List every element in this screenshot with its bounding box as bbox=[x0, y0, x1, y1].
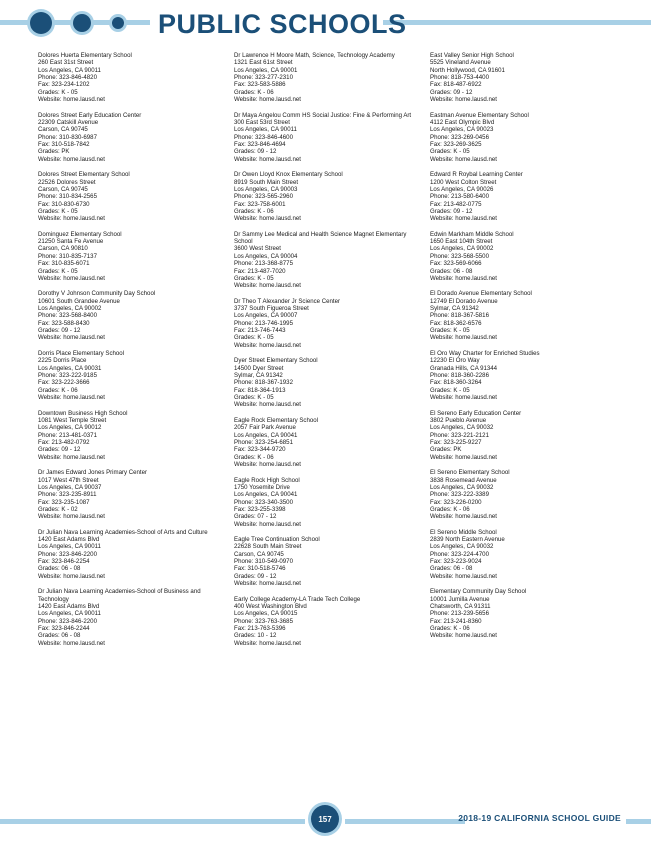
school-grades: Grades: PK bbox=[38, 148, 70, 156]
school-city: Los Angeles, CA 90012 bbox=[38, 424, 102, 432]
school-phone: Phone: 818-367-1932 bbox=[234, 379, 293, 387]
school-city: Chatsworth, CA 91311 bbox=[430, 603, 491, 611]
school-phone: Phone: 310-830-6987 bbox=[38, 133, 97, 141]
school-entry bbox=[430, 410, 620, 461]
school-entry bbox=[430, 52, 620, 103]
school-city: Los Angeles, CA 90011 bbox=[38, 543, 101, 551]
school-name: Dr Owen Lloyd Knox Elementary School bbox=[234, 171, 343, 179]
school-address: 1650 East 104th Street bbox=[430, 238, 493, 246]
school-entry bbox=[38, 52, 228, 103]
school-website[interactable]: Website: home.lausd.net bbox=[234, 580, 301, 588]
school-entry bbox=[430, 350, 620, 401]
footer-rule-end bbox=[626, 819, 651, 824]
school-address: 22309 Catskill Avenue bbox=[38, 118, 99, 126]
school-address: 3737 South Figueroa Street bbox=[234, 305, 309, 313]
school-website[interactable]: Website: home.lausd.net bbox=[234, 520, 301, 528]
school-phone: Phone: 323-568-5500 bbox=[430, 252, 489, 260]
school-grades: Grades: 10 - 12 bbox=[234, 632, 277, 640]
school-name: Eastman Avenue Elementary School bbox=[430, 111, 529, 119]
school-entry bbox=[38, 588, 228, 647]
school-city: Los Angeles, CA 90023 bbox=[430, 126, 494, 134]
school-phone: Phone: 323-763-3685 bbox=[234, 617, 293, 625]
school-fax: Fax: 323-223-9024 bbox=[430, 558, 482, 566]
school-name: Eagle Rock Elementary School bbox=[234, 416, 319, 424]
school-name: Dr Sammy Lee Medical and Health Science Magnet Elementary School bbox=[234, 230, 407, 246]
school-name: Edward R Roybal Learning Center bbox=[430, 171, 523, 179]
school-phone: Phone: 323-846-2200 bbox=[38, 617, 97, 625]
school-address: 1750 Yosemite Drive bbox=[234, 483, 290, 491]
school-address: 4112 East Olympic Blvd bbox=[430, 118, 495, 126]
school-name: El Sereno Early Education Center bbox=[430, 409, 522, 417]
listing-column-1 bbox=[38, 52, 228, 655]
school-name: Edwin Markham Middle School bbox=[430, 230, 514, 238]
school-phone: Phone: 213-239-5656 bbox=[430, 610, 489, 618]
school-fax: Fax: 213-763-5396 bbox=[234, 625, 286, 633]
school-name: Dyer Street Elementary School bbox=[234, 357, 318, 365]
school-website[interactable]: Website: home.lausd.net bbox=[38, 453, 105, 461]
school-fax: Fax: 323-846-4694 bbox=[234, 140, 286, 148]
school-address: 10001 Jumilla Avenue bbox=[430, 595, 490, 603]
school-phone: Phone: 310-834-2565 bbox=[38, 193, 97, 201]
school-fax: Fax: 323-846-2244 bbox=[38, 625, 90, 633]
school-grades: Grades: K - 05 bbox=[234, 334, 274, 342]
school-name: Dr Lawrence H Moore Math, Science, Technology Academy bbox=[234, 52, 395, 59]
school-entry bbox=[234, 477, 424, 528]
school-phone: Phone: 818-367-5816 bbox=[430, 312, 489, 320]
school-address: 1200 West Colton Street bbox=[430, 178, 497, 186]
school-name: Downtown Business High School bbox=[38, 409, 128, 417]
school-fax: Fax: 323-225-9227 bbox=[430, 438, 482, 446]
school-entry bbox=[234, 171, 424, 222]
school-address: 3802 Pueblo Avenue bbox=[430, 416, 487, 424]
school-name: Elementary Community Day School bbox=[430, 588, 527, 596]
school-name: Early College Academy-LA Trade Tech College bbox=[234, 595, 361, 603]
school-website[interactable]: Website: home.lausd.net bbox=[430, 215, 497, 223]
school-grades: Grades: 09 - 12 bbox=[234, 148, 277, 156]
school-phone: Phone: 213-481-0371 bbox=[38, 431, 97, 439]
school-grades: Grades: K - 05 bbox=[234, 394, 274, 402]
school-phone: Phone: 213-368-8775 bbox=[234, 260, 293, 268]
page-title: PUBLIC SCHOOLS bbox=[158, 9, 407, 39]
school-website[interactable]: Website: home.lausd.net bbox=[430, 394, 497, 402]
school-phone: Phone: 213-580-6400 bbox=[430, 193, 489, 201]
school-name: Dorris Place Elementary School bbox=[38, 349, 125, 357]
school-phone: Phone: 323-224-4700 bbox=[430, 550, 489, 558]
school-address: 12230 El Oro Way bbox=[430, 357, 480, 365]
school-website[interactable]: Website: home.lausd.net bbox=[430, 513, 497, 521]
header-dot-small bbox=[112, 17, 124, 29]
school-grades: Grades: K - 05 bbox=[38, 267, 78, 275]
school-address: 1321 East 61st Street bbox=[234, 59, 293, 67]
school-phone: Phone: 323-222-9185 bbox=[38, 372, 97, 379]
school-name: Dr Theo T Alexander Jr Science Center bbox=[234, 297, 341, 305]
guide-title: 2018-19 CALIFORNIA SCHOOL GUIDE bbox=[458, 813, 621, 823]
school-city: Los Angeles, CA 90031 bbox=[38, 364, 102, 372]
school-grades: Grades: K - 05 bbox=[38, 207, 78, 215]
school-website[interactable]: Website: home.lausd.net bbox=[38, 572, 105, 580]
school-website[interactable]: Website: home.lausd.net bbox=[430, 572, 497, 580]
school-grades: Grades: K - 05 bbox=[234, 274, 274, 282]
school-city: Los Angeles, CA 90002 bbox=[430, 245, 494, 253]
school-fax: Fax: 323-583-5886 bbox=[234, 81, 286, 89]
school-fax: Fax: 323-255-3398 bbox=[234, 505, 286, 513]
school-name: Dominguez Elementary School bbox=[38, 230, 122, 238]
school-name: Eagle Tree Continuation School bbox=[234, 536, 320, 544]
school-grades: Grades: K - 02 bbox=[38, 505, 78, 513]
school-city: Los Angeles, CA 90011 bbox=[234, 126, 297, 134]
school-website[interactable]: Website: home.lausd.net bbox=[38, 155, 105, 163]
school-entry bbox=[234, 596, 424, 647]
school-entry bbox=[234, 231, 424, 290]
school-fax: Fax: 323-235-1087 bbox=[38, 498, 90, 506]
school-entry bbox=[430, 529, 620, 580]
school-website[interactable]: Website: home.lausd.net bbox=[234, 282, 301, 290]
school-website[interactable]: Website: home.lausd.net bbox=[38, 513, 105, 521]
school-address: 1081 West Temple Street bbox=[38, 416, 107, 424]
school-grades: Grades: 09 - 12 bbox=[38, 446, 81, 454]
school-grades: Grades: 09 - 12 bbox=[430, 207, 473, 215]
school-phone: Phone: 213-746-1995 bbox=[234, 319, 293, 327]
school-entry bbox=[38, 231, 228, 282]
school-fax: Fax: 323-588-8430 bbox=[38, 319, 90, 327]
school-website[interactable]: Website: home.lausd.net bbox=[430, 274, 497, 282]
school-grades: Grades: K - 06 bbox=[234, 88, 274, 96]
school-fax: Fax: 323-758-6001 bbox=[234, 200, 286, 208]
school-phone: Phone: 323-565-2960 bbox=[234, 193, 293, 201]
school-website[interactable]: Website: home.lausd.net bbox=[38, 96, 105, 104]
school-grades: Grades: 06 - 08 bbox=[38, 565, 81, 573]
school-entry bbox=[430, 231, 620, 282]
school-fax: Fax: 323-846-2254 bbox=[38, 558, 90, 566]
school-website[interactable]: Website: home.lausd.net bbox=[38, 215, 105, 223]
school-address: 10601 South Grandee Avenue bbox=[38, 297, 120, 305]
school-grades: Grades: K - 06 bbox=[38, 386, 78, 394]
school-entry bbox=[234, 112, 424, 163]
school-phone: Phone: 818-360-2286 bbox=[430, 372, 489, 379]
school-city: Los Angeles, CA 90015 bbox=[234, 610, 298, 618]
school-name: Dolores Huerta Elementary School bbox=[38, 52, 132, 59]
school-address: 1420 East Adams Blvd bbox=[38, 603, 100, 611]
school-grades: Grades: 09 - 12 bbox=[430, 88, 473, 96]
school-city: Los Angeles, CA 90037 bbox=[38, 483, 102, 491]
school-grades: Grades: 09 - 12 bbox=[234, 572, 277, 580]
school-address: 3838 Rosemead Avenue bbox=[430, 476, 497, 484]
school-address: 12749 El Dorado Avenue bbox=[430, 297, 498, 305]
school-website[interactable]: Website: home.lausd.net bbox=[38, 274, 105, 282]
page-number-badge: 157 bbox=[311, 805, 339, 833]
school-address: 22526 Dolores Street bbox=[38, 178, 96, 186]
school-entry bbox=[38, 529, 228, 580]
school-entry bbox=[38, 350, 228, 401]
school-fax: Fax: 213-487-7020 bbox=[234, 267, 286, 275]
school-phone: Phone: 323-277-2310 bbox=[234, 74, 293, 82]
school-address: 2057 Fair Park Avenue bbox=[234, 424, 296, 432]
school-fax: Fax: 323-234-1202 bbox=[38, 81, 90, 89]
school-city: Los Angeles, CA 90032 bbox=[430, 424, 494, 432]
school-grades: Grades: K - 06 bbox=[234, 207, 274, 215]
school-grades: Grades: K - 05 bbox=[430, 386, 470, 394]
school-name: East Valley Senior High School bbox=[430, 52, 514, 59]
school-city: Los Angeles, CA 90032 bbox=[430, 483, 494, 491]
school-grades: Grades: K - 05 bbox=[38, 88, 78, 96]
school-fax: Fax: 818-360-3264 bbox=[430, 379, 482, 387]
school-website[interactable]: Website: home.lausd.net bbox=[430, 96, 497, 104]
school-city: Los Angeles, CA 90032 bbox=[430, 543, 494, 551]
school-phone: Phone: 323-846-4600 bbox=[234, 133, 293, 141]
school-phone: Phone: 818-753-4400 bbox=[430, 74, 489, 82]
school-phone: Phone: 323-568-8400 bbox=[38, 312, 97, 320]
school-website[interactable]: Website: home.lausd.net bbox=[430, 155, 497, 163]
school-entry bbox=[234, 417, 424, 468]
school-fax: Fax: 310-518-7842 bbox=[38, 140, 90, 148]
school-entry bbox=[38, 469, 228, 520]
school-city: Los Angeles, CA 90041 bbox=[234, 491, 298, 499]
school-phone: Phone: 323-340-3500 bbox=[234, 498, 293, 506]
school-entry bbox=[38, 112, 228, 163]
footer-rule-left bbox=[0, 819, 305, 824]
school-name: Dolores Street Early Education Center bbox=[38, 111, 142, 119]
page-header bbox=[0, 0, 651, 48]
school-city: Carson, CA 90745 bbox=[38, 126, 88, 134]
school-name: El Oro Way Charter for Enriched Studies bbox=[430, 349, 540, 357]
header-dot-large bbox=[30, 12, 52, 34]
school-name: El Dorado Avenue Elementary School bbox=[430, 290, 532, 298]
school-phone: Phone: 323-846-4820 bbox=[38, 74, 97, 82]
school-fax: Fax: 818-487-6922 bbox=[430, 81, 482, 89]
school-name: Dolores Street Elementary School bbox=[38, 171, 130, 179]
school-address: 14500 Dyer Street bbox=[234, 364, 284, 372]
header-rule-right bbox=[383, 20, 651, 25]
school-address: 8919 South Main Street bbox=[234, 178, 299, 186]
school-fax: Fax: 818-362-6576 bbox=[430, 319, 482, 327]
school-website[interactable]: Website: home.lausd.net bbox=[38, 334, 105, 342]
school-name: Dr Maya Angelou Comm HS Social Justice: Fine & Performing Art bbox=[234, 111, 412, 119]
school-website[interactable]: Website: home.lausd.net bbox=[234, 155, 301, 163]
school-name: El Sereno Elementary School bbox=[430, 469, 510, 477]
school-grades: Grades: 06 - 08 bbox=[430, 267, 473, 275]
school-city: Sylmar, CA 91342 bbox=[430, 305, 479, 313]
school-website[interactable]: Website: home.lausd.net bbox=[38, 394, 105, 402]
school-grades: Grades: 06 - 08 bbox=[430, 565, 473, 573]
listing-column-2 bbox=[234, 52, 424, 655]
school-city: Sylmar, CA 91342 bbox=[234, 372, 283, 379]
school-address: 2839 North Eastern Avenue bbox=[430, 536, 505, 544]
school-entry bbox=[234, 357, 424, 408]
school-entry bbox=[234, 298, 424, 349]
school-fax: Fax: 310-835-6071 bbox=[38, 260, 90, 268]
school-address: 21250 Santa Fe Avenue bbox=[38, 238, 104, 246]
school-entry bbox=[430, 171, 620, 222]
school-fax: Fax: 323-269-3625 bbox=[430, 140, 482, 148]
school-name: Dr Julian Nava Learning Academies-School of Arts and Culture bbox=[38, 528, 208, 536]
school-entry bbox=[430, 469, 620, 520]
school-grades: Grades: K - 05 bbox=[430, 148, 470, 156]
school-listing bbox=[38, 52, 628, 772]
school-entry bbox=[38, 171, 228, 222]
school-fax: Fax: 323-569-6066 bbox=[430, 260, 482, 268]
school-phone: Phone: 323-235-8911 bbox=[38, 491, 97, 499]
school-phone: Phone: 310-835-7137 bbox=[38, 252, 97, 260]
school-phone: Phone: 310-549-0970 bbox=[234, 558, 293, 566]
school-website[interactable]: Website: home.lausd.net bbox=[234, 341, 301, 349]
school-address: 22628 South Main Street bbox=[234, 543, 302, 551]
school-fax: Fax: 323-226-0200 bbox=[430, 498, 482, 506]
school-city: Los Angeles, CA 90041 bbox=[234, 431, 298, 439]
school-city: Los Angeles, CA 90011 bbox=[38, 66, 101, 74]
school-entry bbox=[430, 588, 620, 639]
school-website[interactable]: Website: home.lausd.net bbox=[38, 639, 105, 647]
header-dot-medium bbox=[73, 14, 91, 32]
school-website[interactable]: Website: home.lausd.net bbox=[234, 401, 301, 409]
school-fax: Fax: 310-518-5746 bbox=[234, 565, 286, 573]
school-phone: Phone: 323-254-6851 bbox=[234, 438, 293, 446]
school-city: North Hollywood, CA 91601 bbox=[430, 66, 505, 74]
school-grades: Grades: 07 - 12 bbox=[234, 513, 277, 521]
school-entry bbox=[38, 410, 228, 461]
school-fax: Fax: 213-482-0775 bbox=[430, 200, 482, 208]
school-fax: Fax: 213-746-7443 bbox=[234, 327, 286, 335]
school-name: Dorothy V Johnson Community Day School bbox=[38, 290, 156, 298]
school-city: Los Angeles, CA 90003 bbox=[234, 185, 298, 193]
footer-rule-right bbox=[345, 819, 465, 824]
school-entry bbox=[234, 536, 424, 587]
school-phone: Phone: 323-846-2200 bbox=[38, 550, 97, 558]
school-city: Los Angeles, CA 90002 bbox=[38, 305, 102, 313]
listing-column-3 bbox=[430, 52, 620, 648]
school-entry bbox=[234, 52, 424, 103]
school-fax: Fax: 323-344-9720 bbox=[234, 446, 286, 454]
school-city: Los Angeles, CA 90004 bbox=[234, 252, 298, 260]
school-fax: Fax: 310-830-6730 bbox=[38, 200, 90, 208]
school-fax: Fax: 323-222-3666 bbox=[38, 379, 90, 387]
school-grades: Grades: PK bbox=[430, 446, 462, 454]
school-grades: Grades: 09 - 12 bbox=[38, 327, 81, 335]
school-address: 2225 Dorris Place bbox=[38, 357, 87, 365]
school-city: Los Angeles, CA 90001 bbox=[234, 66, 298, 74]
school-grades: Grades: K - 06 bbox=[234, 453, 274, 461]
school-grades: Grades: K - 06 bbox=[430, 625, 470, 633]
school-name: Dr Julian Nava Learning Academies-School of Business and Technology bbox=[38, 588, 201, 603]
school-address: 1420 East Adams Blvd bbox=[38, 536, 100, 544]
school-website[interactable]: Website: home.lausd.net bbox=[234, 96, 301, 104]
school-name: Eagle Rock High School bbox=[234, 476, 300, 484]
school-website[interactable]: Website: home.lausd.net bbox=[430, 334, 497, 342]
school-entry bbox=[38, 290, 228, 341]
school-name: Dr James Edward Jones Primary Center bbox=[38, 469, 148, 477]
school-city: Granada Hills, CA 91344 bbox=[430, 364, 498, 372]
header-rule-middle bbox=[40, 20, 150, 25]
school-address: 5525 Vineland Avenue bbox=[430, 59, 491, 67]
school-website[interactable]: Website: home.lausd.net bbox=[430, 632, 497, 640]
school-address: 1017 West 47th Street bbox=[38, 476, 99, 484]
school-grades: Grades: K - 06 bbox=[430, 505, 470, 513]
school-website[interactable]: Website: home.lausd.net bbox=[234, 215, 301, 223]
school-website[interactable]: Website: home.lausd.net bbox=[430, 453, 497, 461]
school-address: 400 West Washington Blvd bbox=[234, 603, 307, 611]
school-fax: Fax: 818-364-1913 bbox=[234, 386, 286, 394]
school-grades: Grades: 06 - 08 bbox=[38, 632, 81, 640]
school-fax: Fax: 213-241-8360 bbox=[430, 617, 482, 625]
school-city: Carson, CA 90745 bbox=[234, 550, 284, 558]
school-grades: Grades: K - 05 bbox=[430, 327, 470, 335]
school-entry bbox=[430, 290, 620, 341]
school-city: Los Angeles, CA 90026 bbox=[430, 185, 494, 193]
school-address: 3600 West Street bbox=[234, 245, 281, 253]
school-fax: Fax: 213-482-0792 bbox=[38, 438, 90, 446]
school-website[interactable]: Website: home.lausd.net bbox=[234, 639, 301, 647]
school-phone: Phone: 323-222-3389 bbox=[430, 491, 489, 499]
school-phone: Phone: 323-221-2121 bbox=[430, 431, 489, 439]
school-phone: Phone: 323-269-0456 bbox=[430, 133, 489, 141]
school-city: Los Angeles, CA 90011 bbox=[38, 610, 101, 618]
school-city: Carson, CA 90810 bbox=[38, 245, 88, 253]
school-address: 300 East 53rd Street bbox=[234, 118, 290, 126]
school-entry bbox=[430, 112, 620, 163]
school-city: Carson, CA 90745 bbox=[38, 185, 88, 193]
school-website[interactable]: Website: home.lausd.net bbox=[234, 460, 301, 468]
school-city: Los Angeles, CA 90007 bbox=[234, 312, 298, 320]
school-address: 260 East 31st Street bbox=[38, 59, 94, 67]
school-name: El Sereno Middle School bbox=[430, 528, 497, 536]
